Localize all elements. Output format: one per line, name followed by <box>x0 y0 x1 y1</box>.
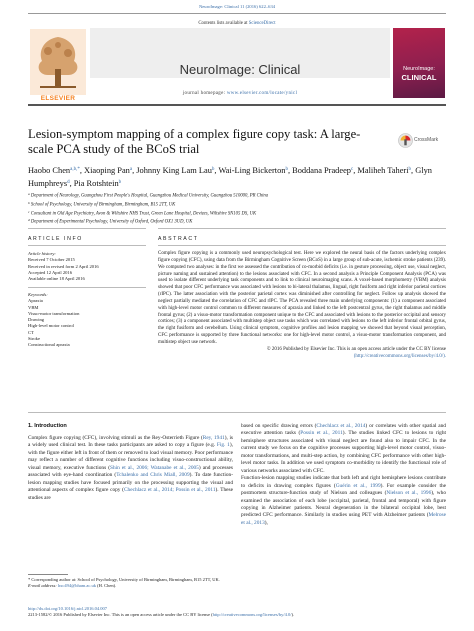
header-rule <box>28 13 446 14</box>
crossmark-label: CrossMark <box>414 137 439 143</box>
affiliation-text: School of Psychology, University of Birmingham, Birmingham, B15 2TT, UK <box>29 202 176 208</box>
article-info-rule <box>28 228 146 229</box>
keywords-block <box>28 292 131 349</box>
header-bottom-rule <box>28 104 446 106</box>
abstract-rule <box>158 228 446 229</box>
author-separator: , <box>287 166 293 175</box>
author-affiliation-mark[interactable]: b <box>211 167 215 172</box>
contents-line: Contents lists available at ScienceDirect <box>198 21 276 26</box>
author-name[interactable]: Maliheh Taheri <box>357 166 409 175</box>
footnote-rule <box>28 574 68 575</box>
affiliation <box>28 191 448 200</box>
body-text: ). The studies linked CFC to lesions to right hemisphere structures associated with visual neglect are found also to impair CFC. In the current study we focus on the cognitive processes supporting high-level motor control, visuo-motor transformations, and multi-step action, by combining CFC performance with other high-level motor tasks. In addition we used symptom co-morbidity to identify the functional role of various networks associated with CFC. <box>241 430 446 474</box>
citation-link[interactable]: Melrose et al., 2013 <box>241 512 446 526</box>
keyword: Constructional apraxia <box>28 342 70 348</box>
author-separator: , <box>353 166 358 175</box>
cover-text-line1: NeuroImage: <box>403 66 435 72</box>
affiliation-mark: b <box>28 200 30 205</box>
page-footer <box>28 606 446 618</box>
affiliation-list <box>28 191 448 226</box>
body-text: ), <box>264 519 268 526</box>
citation-link[interactable]: Guérin et al., 1999 <box>335 482 381 489</box>
keywords-list <box>28 298 131 348</box>
elsevier-tree-logo <box>30 29 86 95</box>
body-text: ) or correlates with other spatial and executive attention tasks ( <box>241 423 446 437</box>
keyword: CT <box>28 329 34 335</box>
citation-link[interactable]: Fig. 1 <box>216 442 230 449</box>
citation-link[interactable]: Shin et al., 2006; Watanabe et al., 2005 <box>110 464 199 471</box>
introduction-heading: 1. Introduction <box>28 423 67 429</box>
citation-link[interactable]: Rey, 1941 <box>202 435 225 441</box>
abstract-heading: ABSTRACT <box>158 236 199 242</box>
abstract-license-link[interactable]: (http://creativecommons.org/licenses/by/4.0/). <box>353 353 446 359</box>
affiliation-text: Department of Neurology, Guangzhou First People's Hospital, Guangzhou Medical University, Guangzhou 510000, PR China <box>29 193 269 199</box>
history-label: Article history: <box>28 251 56 256</box>
citation-link[interactable]: Chechlacz et al., 2014; Possin et al., 2011 <box>123 487 216 494</box>
author-name[interactable]: Johnny King Lam Lau <box>136 166 212 175</box>
keyword: Apraxia <box>28 298 43 304</box>
body-left-column <box>28 435 233 502</box>
citation-link[interactable]: Possin et al., 2011 <box>300 430 343 437</box>
affiliation-mark: d <box>28 218 30 223</box>
sciencedirect-link[interactable]: ScienceDirect <box>248 21 276 26</box>
journal-cover-image <box>393 28 445 98</box>
author-name[interactable]: Boddana Pradeep <box>292 166 351 175</box>
cover-text-line2: CLINICAL <box>401 73 437 82</box>
abstract-rule-2 <box>158 245 446 246</box>
corresponding-author: * Corresponding author at: School of Psychology, University of Birmingham, Birmingham, B15 2TT, UK. <box>28 577 220 582</box>
citation-link[interactable]: Nielson et al., 1996 <box>386 490 432 497</box>
author-affiliation-mark[interactable]: a,b,* <box>70 167 80 172</box>
affiliation-mark: a <box>28 192 30 196</box>
body-text: Complex figure copying (CFC), involving stimuli as the Rey-Osterrieth Figure ( <box>28 435 203 441</box>
article-info-rule-2 <box>28 245 146 246</box>
affiliation <box>28 209 448 218</box>
body-text: based on specific drawing errors ( <box>241 423 317 429</box>
affiliation-text: Department of Experimental Psychology, University of Oxford, Oxford OX1 3UD, UK <box>29 219 193 225</box>
author-affiliation-mark[interactable]: b <box>285 167 288 172</box>
abstract-copyright: © 2016 Published by Elsevier Inc. This is an open access article under the CC BY license <box>266 346 446 352</box>
keyword: High-level motor control <box>28 323 74 329</box>
citation-link[interactable]: Chechlacz et al., 2014 <box>316 423 366 429</box>
footer-license-link[interactable]: http://creativecommons.org/licenses/by/4.0/ <box>212 612 292 618</box>
history-item: Received in revised form 2 April 2016 <box>28 263 99 269</box>
article-info-heading: ARTICLE INFO <box>28 236 83 242</box>
author-name[interactable]: Xiaoping Pan <box>84 166 130 175</box>
email-line: E-mail address: hxc494@bham.ac.uk (H. Chen). <box>28 583 117 589</box>
keyword: VBM <box>28 304 39 310</box>
keyword: Drawing <box>28 317 45 323</box>
body-text: Function-lesion mapping studies indicate that both left and right hemisphere lesions contribute to deficits in drawing complex figures ( <box>241 475 446 489</box>
body-text: ). For example consider the postmortem structure-function study of Nielson and colleagues ( <box>241 482 446 497</box>
affiliation-text: Consultant in Old Age Psychiatry, Avon & Wiltshire NHS Trust, Green Lane Hospital, Devizes, Wiltshire SN105 DS, UK <box>29 211 257 217</box>
author-separator: , <box>69 179 74 188</box>
author-affiliation-mark[interactable]: d <box>67 180 70 185</box>
journal-title: NeuroImage: Clinical <box>179 62 301 77</box>
author-name[interactable]: Haobo Chen <box>28 166 71 175</box>
article-title: Lesion-symptom mapping of a complex figure copy task: A large-scale PCA study of the BCoS trial <box>28 127 361 156</box>
author-name[interactable]: Glyn Humphreys <box>28 166 432 188</box>
abstract-body: Complex figure copying is a commonly used neuropsychological test. Here we explored the neural basis of the factors underlying complex figure copying (CFC), using data from the Birmingham Cognitive Screen (BCoS) in a large group of sub-acute, ischemic stroke patients (239). We computed two analyses: in the first we assessed the contribution of co-morbid deficits (i.e. in gesture processing, object use, visual neglect, picture naming and sustained attention) to the lesions associated with CFC. In a second analysis a Principle Component Analysis (PCA) was used to isolate different underlying task components and to link to clinical neuroimaging scans. A voxel-based morphometry (VBM) analysis showed that poor CFC performance was associated with lesions to bi-lateral thalamus, lingual, right fusiform and right inferior parietal cortices (rIPC). The latter association with the posterior parietal cortex was diminished after controlling for neglect. Follow up analysis showed the neglect partially mediated the correlation of CFC and rIPC. The PCA revealed three main underlying components: (1) a component associated with high-level motor control common to different measures of apraxia and linked to the left postcentral gyrus, the right thalamus and middle frontal gyrus; (2) a visuo-motor transformation component unique to the CFC and associated with lesions to the posterior occipital and sensory cortices; (3) a component associated with multistep object use tasks which was correlated with lesions to the left inferior frontal orbital gyrus, the right fusiform and cerebellum. Using clinical symptom, cognitive profiles and lesion mapping we showed that beyond visual perception, CFC performance is supported by three functional networks: one for high-level motor control, a visuo-motor transformation component, and multistep object use network. <box>158 251 446 345</box>
abstract-bottom-rule <box>28 412 446 413</box>
body-text: ), is a widely used clinical test. In these tasks participants are asked to copy a figure (e.g. <box>28 435 234 449</box>
body-text: ) and processes associated with eye-hand coordination ( <box>28 464 233 479</box>
author-separator: , <box>79 166 85 175</box>
journal-homepage: journal homepage: www.elsevier.com/locate/ynicl <box>182 91 298 96</box>
doi-link[interactable]: http://dx.doi.org/10.1016/j.nicl.2016.04.007 <box>28 606 108 611</box>
body-right-column <box>241 423 446 527</box>
abstract-text <box>158 251 446 361</box>
author-separator: , <box>411 166 416 175</box>
author-name[interactable]: Pia Rotshtein <box>73 179 119 188</box>
journal-reference: NeuroImage: Clinical 11 (2016) 622–634 <box>198 4 276 9</box>
keywords-label: Keywords: <box>28 292 48 297</box>
crossmark-icon[interactable] <box>398 133 413 148</box>
author-separator: , <box>214 166 219 175</box>
keyword: Stroke <box>28 336 40 342</box>
body-text: ). To date function-lesion mapping studies have focused primarily on the processing supporting the visual and attentional aspects of complex figure copy ( <box>28 472 234 494</box>
body-text: ), who examined the association of each lobe (occipital, parietal, frontal and temporal) with figure copying in Alzheimer patients. Neural degeneration in the bilateral occipital lobe, best predicted CFC performance. Similarly in studies using PET with Alzheimer patients ( <box>241 490 446 519</box>
author-affiliation-mark[interactable]: b <box>118 180 122 185</box>
author-list <box>28 164 448 190</box>
history-item: Accepted 12 April 2016 <box>28 269 73 275</box>
affiliation-mark: c <box>28 209 30 214</box>
history-list <box>28 257 131 282</box>
article-history <box>28 251 131 282</box>
author-affiliation-mark[interactable]: c <box>350 167 354 172</box>
keywords-rule <box>28 287 146 288</box>
author-separator: , <box>132 166 137 175</box>
footer-license: 2213-1582/© 2016 Published by Elsevier Inc. This is an open access article under the CC BY license (http://creativecommons.org/licenses/by/4.0/). <box>28 612 295 618</box>
body-text: ), with the figure either left in front of them or removed to load visual memory. Poor performance may reflect a number of different cognitive functions including visuo-constructional ability, visual memory, executive functions ( <box>28 442 233 471</box>
affiliation <box>28 200 448 209</box>
history-item: Received 7 October 2015 <box>28 257 75 263</box>
author-affiliation-mark[interactable]: a <box>129 167 133 172</box>
author-affiliation-mark[interactable]: b <box>408 167 412 172</box>
homepage-link[interactable]: www.elsevier.com/locate/ynicl <box>226 91 298 96</box>
email-link[interactable]: hxc494@bham.ac.uk <box>57 583 96 589</box>
keyword: Visuo-motor transformation <box>28 310 80 316</box>
body-text: ). These studies are <box>28 487 233 501</box>
affiliation <box>28 217 448 226</box>
author-name[interactable]: Wai-Ling Bickerton <box>218 166 286 175</box>
footnote <box>28 577 233 590</box>
publisher-name: ELSEVIER <box>40 95 76 102</box>
history-item: Available online 18 April 2016 <box>28 276 85 282</box>
citation-link[interactable]: Tchalenko and Chris Miall, 2009 <box>116 472 190 479</box>
